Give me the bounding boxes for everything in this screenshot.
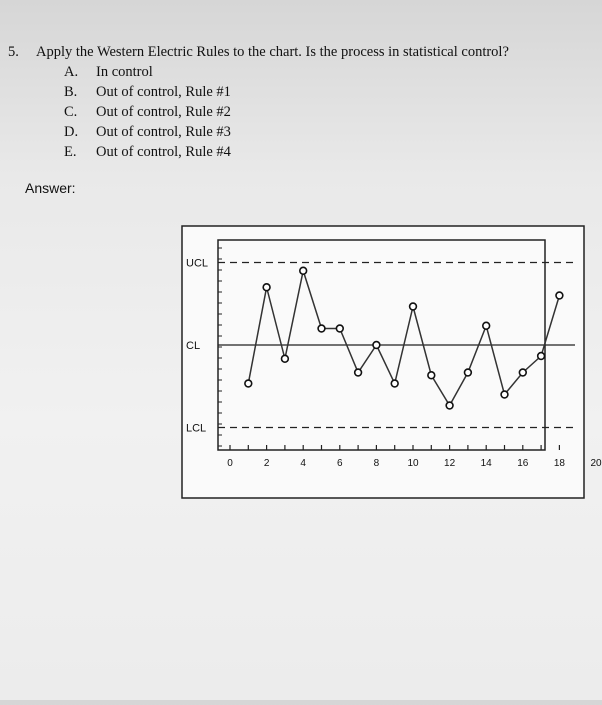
x-tick-label: 14 (480, 458, 492, 469)
option-letter: C. (64, 104, 78, 120)
data-point (538, 353, 545, 360)
option-text: In control (96, 64, 153, 80)
limit-label-ucl: UCL (186, 257, 209, 270)
data-point (318, 325, 325, 332)
data-point (373, 342, 380, 349)
data-point (428, 372, 435, 379)
data-point (465, 369, 472, 376)
data-point (483, 322, 490, 329)
x-tick-label: 4 (300, 458, 306, 469)
x-tick-label: 16 (517, 458, 529, 469)
data-point (300, 267, 307, 274)
option-letter: B. (64, 84, 78, 100)
data-point (355, 369, 362, 376)
option-letter: E. (64, 144, 77, 160)
data-point (282, 355, 289, 362)
question-number: 5. (8, 44, 19, 60)
x-tick-label: 18 (553, 458, 565, 469)
x-tick-label: 2 (263, 458, 270, 469)
data-point (263, 284, 270, 291)
x-tick-label: 8 (373, 458, 380, 469)
option-letter: D. (64, 124, 79, 140)
limit-label-lcl: LCL (186, 422, 207, 435)
option-text: Out of control, Rule #1 (96, 84, 231, 100)
x-tick-label: 12 (444, 458, 456, 469)
data-point (245, 380, 252, 387)
option-text: Out of control, Rule #3 (96, 124, 231, 140)
limit-label-cl: CL (186, 340, 201, 352)
data-point (446, 402, 453, 409)
x-tick-label: 0 (227, 458, 233, 469)
data-point (336, 325, 343, 332)
question-text: Apply the Western Electric Rules to the chart. Is the process in statistical control? (36, 44, 509, 60)
option-letter: A. (64, 64, 79, 80)
answer-label: Answer: (25, 180, 76, 196)
x-tick-label: 20 (590, 458, 602, 469)
data-point (519, 369, 526, 376)
data-point (410, 303, 417, 310)
option-text: Out of control, Rule #2 (96, 104, 231, 120)
option-text: Out of control, Rule #4 (96, 144, 231, 160)
data-point (391, 380, 398, 387)
x-tick-label: 6 (337, 458, 343, 469)
data-point (556, 292, 563, 299)
x-tick-label: 10 (407, 458, 419, 469)
data-point (501, 391, 508, 398)
